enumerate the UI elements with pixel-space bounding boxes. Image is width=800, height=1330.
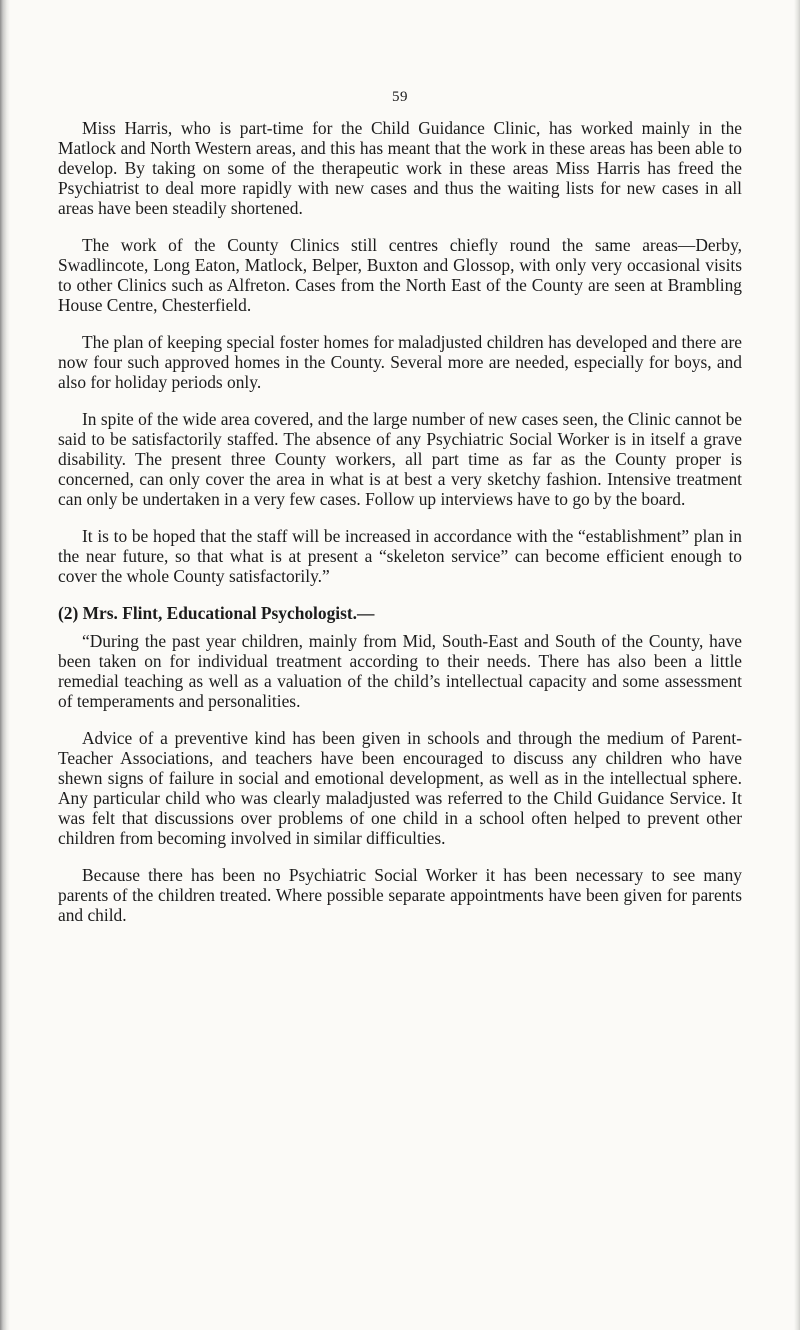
page-binding-shadow [0, 0, 10, 1330]
paragraph-preventive-advice: Advice of a preventive kind has been given in schools and through the medium of Parent-Teacher Associations, and teachers have been encouraged to discuss any children who have shewn signs of failure in social and emotional development, as well as in the intellectual sphere. Any particular child who was clearly maladjusted was referred to the Child Guidance Service. It was felt that discussions over problems of one child in a school often helped to prevent other children from becoming involved in similar difficulties. [58, 728, 742, 848]
paragraph-county-clinics: The work of the County Clinics still centres chiefly round the same areas—Derby, Swadlincote, Long Eaton, Matlock, Belper, Buxton and Glossop, with only very occasional visits to other Clinics such as Alfreton. Cases from the North East of the County are seen at Brambling House Centre, Chesterfield. [58, 235, 742, 315]
paragraph-parents: Because there has been no Psychiatric Social Worker it has been necessary to see many parents of the children treated. Where possible separate appointments have been given for parents and child. [58, 865, 742, 925]
page-number: 59 [392, 89, 408, 105]
paragraph-establishment-plan: It is to be hoped that the staff will be increased in accordance with the “establishment” plan in the near future, so that what is at present a “skeleton service” can become efficient enough to cover the whole County satisfactorily.” [58, 526, 742, 586]
page-body [58, 118, 742, 942]
paragraph-staffing: In spite of the wide area covered, and the large number of new cases seen, the Clinic cannot be said to be satisfactorily staffed. The absence of any Psychiatric Social Worker is in itself a grave disability. The present three County workers, all part time as far as the County proper is concerned, can only cover the area in what is at best a very sketchy fashion. Intensive treatment can only be undertaken in a very few cases. Follow up interviews have to go by the board. [58, 409, 742, 509]
page-edge [794, 0, 800, 1330]
section-heading-educational-psychologist: (2) Mrs. Flint, Educational Psychologist.— [58, 603, 375, 623]
paragraph-miss-harris: Miss Harris, who is part-time for the Child Guidance Clinic, has worked mainly in the Matlock and North Western areas, and this has meant that the work in these areas has been able to develop. By taking on some of the therapeutic work in these areas Miss Harris has freed the Psychiatrist to deal more rapidly with new cases and thus the waiting lists for new cases in all areas have been steadily shortened. [58, 118, 742, 218]
paragraph-individual-treatment: “During the past year children, mainly from Mid, South-East and South of the County, have been taken on for individual treatment according to their needs. There has also been a little remedial teaching as well as a valuation of the child’s intellectual capacity and some assessment of temperaments and personalities. [58, 631, 742, 711]
paragraph-foster-homes: The plan of keeping special foster homes for maladjusted children has developed and there are now four such approved homes in the County. Several more are needed, especially for boys, and also for holiday periods only. [58, 332, 742, 392]
